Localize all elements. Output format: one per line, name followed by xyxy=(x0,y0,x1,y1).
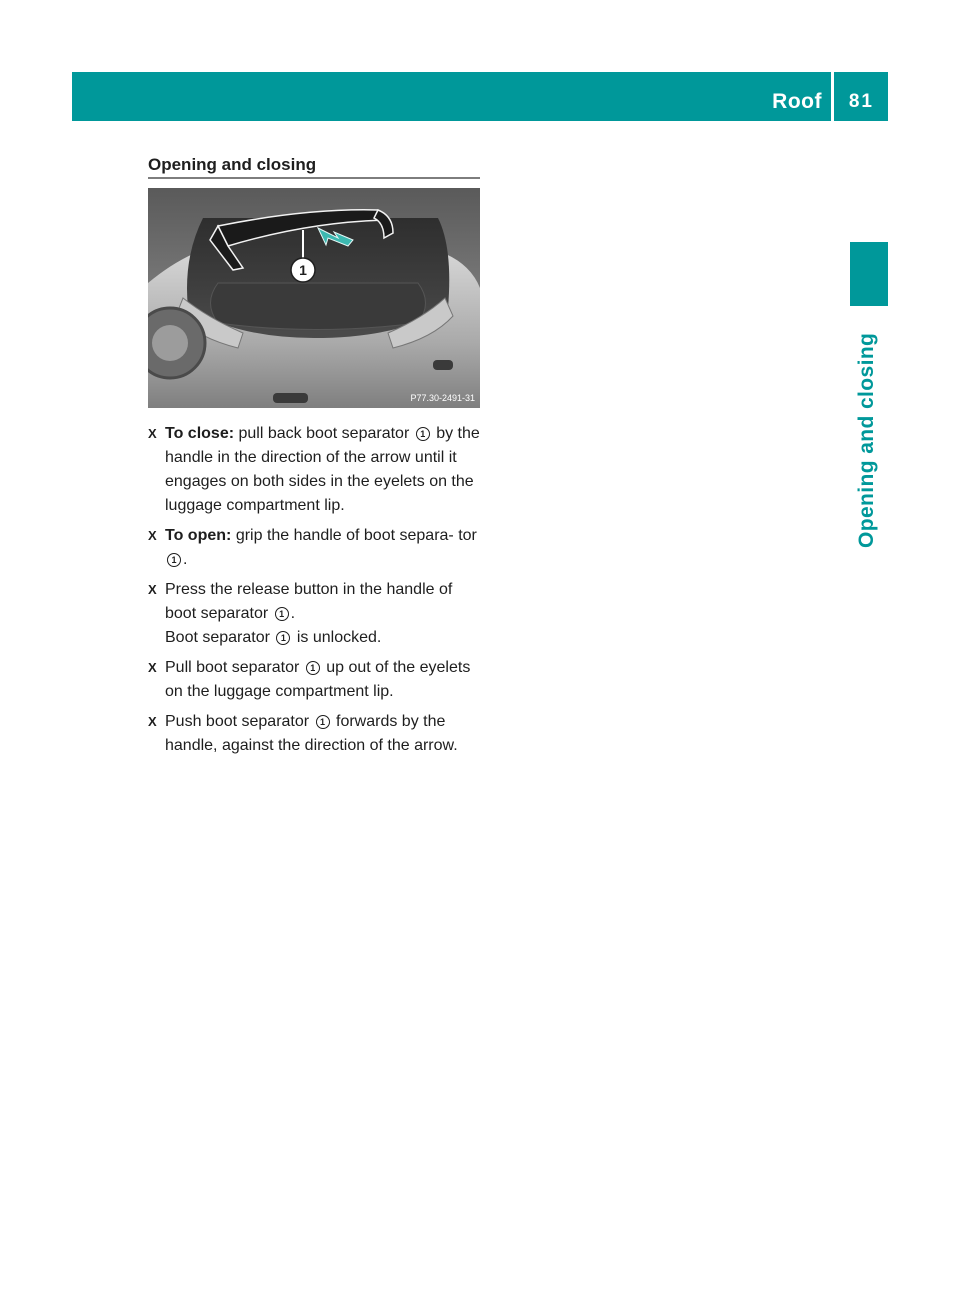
side-tab-marker xyxy=(850,242,888,306)
callout-icon: 1 xyxy=(316,715,330,729)
step-text: Press the release button in the handle of boot separator xyxy=(165,581,453,622)
callout-icon: 1 xyxy=(276,631,290,645)
step-text: forwards by the handle, against the direction of the arrow. xyxy=(165,713,458,754)
page-number: 81 xyxy=(848,91,874,112)
step-label: To open: xyxy=(165,527,232,544)
step-marker-icon: X xyxy=(148,426,157,441)
step-marker-icon: X xyxy=(148,582,157,597)
figure-code: P77.30-2491-31 xyxy=(410,393,475,403)
step-push xyxy=(148,710,483,758)
callout-icon: 1 xyxy=(416,427,430,441)
step-label: To close: xyxy=(165,425,235,442)
step-text: up out of the eyelets on the luggage compartment lip. xyxy=(165,659,471,700)
callout-icon: 1 xyxy=(306,661,320,675)
step-close xyxy=(148,422,483,518)
instruction-list xyxy=(148,422,483,764)
step-result-text: Boot separator xyxy=(165,629,270,646)
side-tab-label: Opening and closing xyxy=(855,332,878,548)
header-section-title: Roof xyxy=(772,90,822,113)
section-rule xyxy=(148,177,480,179)
boot-illustration xyxy=(148,188,480,408)
step-result-text: is unlocked. xyxy=(296,629,382,646)
callout-icon: 1 xyxy=(275,607,289,621)
step-release xyxy=(148,578,483,650)
header-divider xyxy=(831,72,834,121)
step-text: Pull boot separator xyxy=(165,659,300,676)
step-marker-icon: X xyxy=(148,714,157,729)
step-text: pull back boot separator xyxy=(238,425,410,442)
step-text: grip the handle of boot separa- tor xyxy=(235,527,477,544)
header-bar xyxy=(72,72,888,121)
step-text: Push boot separator xyxy=(165,713,310,730)
boot-separator-figure xyxy=(148,188,480,408)
step-text: . xyxy=(290,605,296,622)
step-marker-icon: X xyxy=(148,660,157,675)
step-open xyxy=(148,524,483,572)
step-text: by the handle in the direction of the arrow until it engages on both sides in the eyelets on the luggage compartment lip. xyxy=(165,425,480,514)
figure-callout: 1 xyxy=(299,262,307,278)
callout-icon: 1 xyxy=(167,553,181,567)
step-pull xyxy=(148,656,483,704)
step-marker-icon: X xyxy=(148,528,157,543)
section-title: Opening and closing xyxy=(148,155,317,174)
step-text: . xyxy=(183,551,188,568)
